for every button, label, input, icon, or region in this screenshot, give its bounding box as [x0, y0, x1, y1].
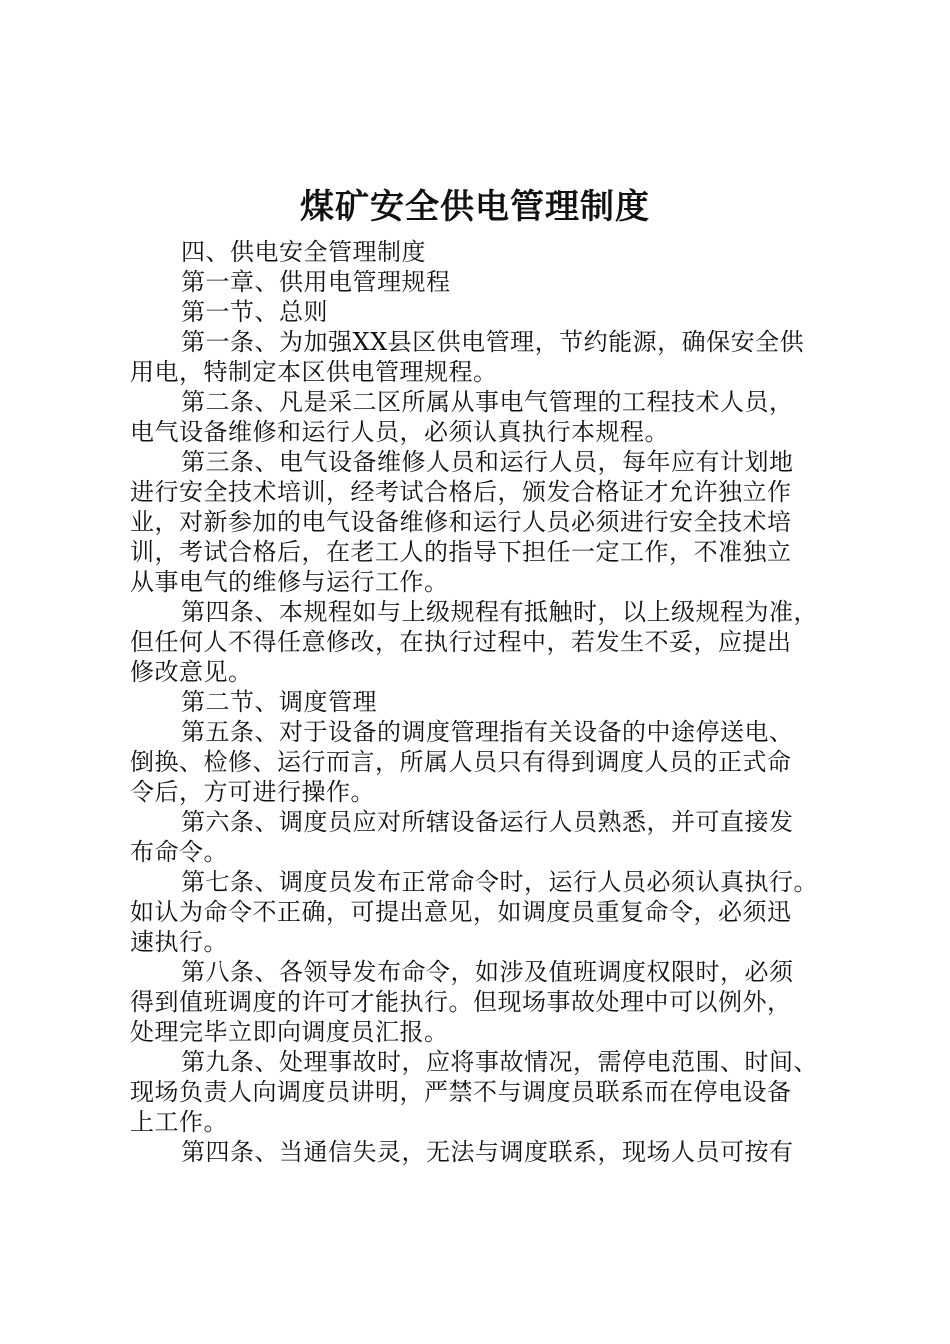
text-line: 布命令。: [130, 838, 228, 866]
text-line: 训，考试合格后，在老工人的指导下担任一定工作，不准独立: [130, 538, 792, 566]
text-line: 倒换、检修、运行而言，所属人员只有得到调度人员的正式命: [130, 748, 792, 776]
text-line: 从事电气的维修与运行工作。: [130, 568, 449, 596]
text-line: 第二条、凡是采二区所属从事电气管理的工程技术人员，: [181, 388, 794, 416]
text-line: 业，对新参加的电气设备维修和运行人员必须进行安全技术培: [130, 508, 792, 536]
text-line: 修改意见。: [130, 658, 253, 686]
text-line: 第九条、处理事故时，应将事故情况，需停电范围、时间、: [181, 1048, 818, 1076]
text-line: 第一条、为加强XX县区供电管理，节约能源，确保安全供: [181, 328, 805, 356]
text-line: 第七条、调度员发布正常命令时，运行人员必须认真执行。: [181, 868, 818, 896]
text-line: 速执行。: [130, 928, 228, 956]
document-body: [130, 237, 830, 1167]
text-line: 第二节、调度管理: [181, 688, 377, 716]
text-line: 上工作。: [130, 1108, 228, 1136]
text-line: 第一节、总则: [181, 298, 328, 326]
text-line: 进行安全技术培训，经考试合格后，颁发合格证才允许独立作: [130, 478, 792, 506]
text-line: 用电，特制定本区供电管理规程。: [130, 358, 498, 386]
text-line: 令后，方可进行操作。: [130, 778, 375, 806]
document-title: 煤矿安全供电管理制度: [300, 187, 650, 227]
text-line: 第五条、对于设备的调度管理指有关设备的中途停送电、: [181, 718, 794, 746]
text-line: 第四条、当通信失灵，无法与调度联系，现场人员可按有: [181, 1138, 794, 1166]
text-line: 第四条、本规程如与上级规程有抵触时，以上级规程为准，: [181, 598, 818, 626]
text-line: 第一章、供用电管理规程: [181, 268, 451, 296]
text-line: 第三条、电气设备维修人员和运行人员，每年应有计划地: [181, 448, 794, 476]
text-line: 第六条、调度员应对所辖设备运行人员熟悉，并可直接发: [181, 808, 794, 836]
text-line: 得到值班调度的许可才能执行。但现场事故处理中可以例外，: [130, 988, 792, 1016]
text-line: 四、供电安全管理制度: [181, 238, 426, 266]
text-line: 但任何人不得任意修改，在执行过程中，若发生不妥，应提出: [130, 628, 792, 656]
text-line: 电气设备维修和运行人员，必须认真执行本规程。: [130, 418, 669, 446]
text-line: 现场负责人向调度员讲明，严禁不与调度员联系而在停电设备: [130, 1078, 792, 1106]
text-line: 第八条、各领导发布命令，如涉及值班调度权限时，必须: [181, 958, 794, 986]
text-line: 如认为命令不正确，可提出意见，如调度员重复命令，必须迅: [130, 898, 792, 926]
text-line: 处理完毕立即向调度员汇报。: [130, 1018, 449, 1046]
